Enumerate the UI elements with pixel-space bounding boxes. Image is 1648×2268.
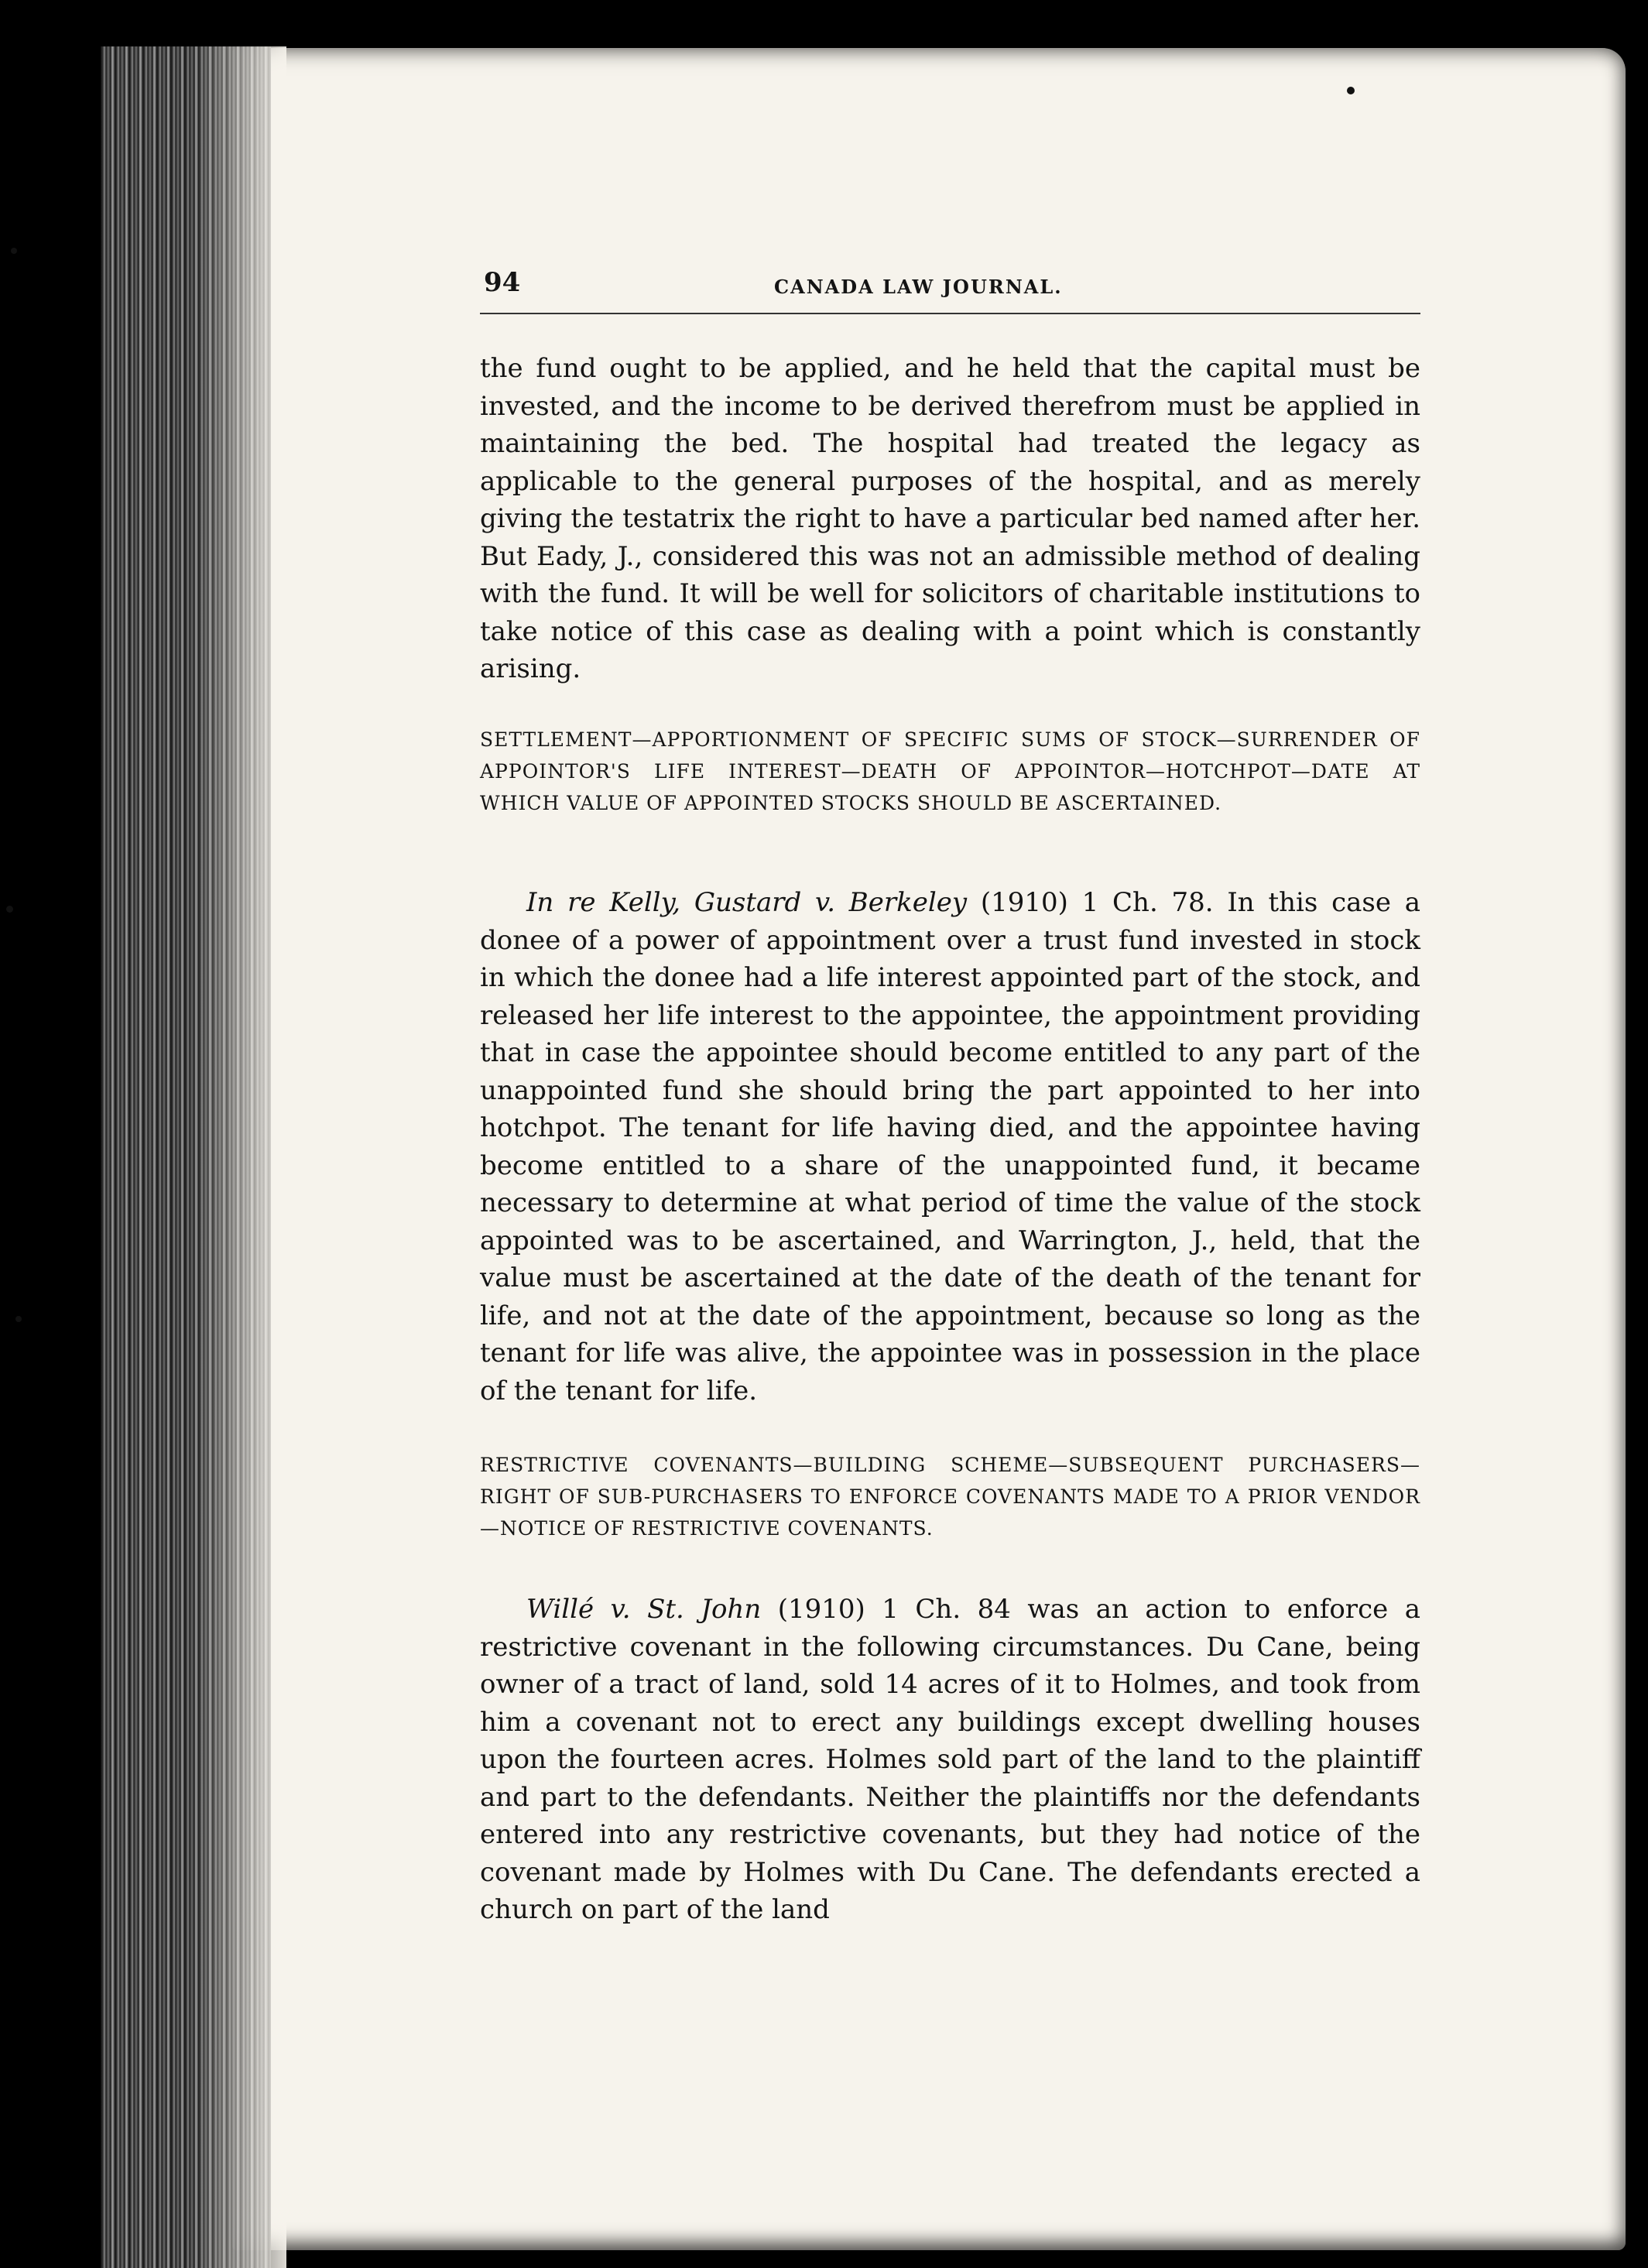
running-head: CANADA LAW JOURNAL. xyxy=(774,276,1063,298)
page-header xyxy=(480,263,1420,310)
paragraph-2-body: In this case a donee of a power of appointment over a trust fund invested in stock in which the donee had a life interest appointed part of the stock, and released her life interest to the appointee, the appointment providing that in case the appointee should become entitled to any part of the unappointed fund she should bring the part appointed to her into hotchpot. The tenant for life having died, and the appointee having become entitled to a share of the unappointed fund, it became necessary to determine at what period of time the value of the stock appointed was to be ascertained, and Warrington, J., held, that the value must be ascertained at the date of the death of the tenant for life, and not at the date of the appointment, because so long as the tenant for life was alive, the appointee was in possession in the place of the tenant for life. xyxy=(480,887,1420,1406)
paragraph-3 xyxy=(480,1591,1420,1929)
section-heading-restrictive-covenants: RESTRICTIVE COVENANTS—BUILDING SCHEME—SUBSEQUENT PURCHASERS—RIGHT OF SUB-PURCHASERS TO ENFORCE COVENANTS MADE TO A PRIOR VENDOR—NOTICE OF RESTRICTIVE COVENANTS. xyxy=(480,1454,1420,1540)
paragraph-1: the fund ought to be applied, and he held that the capital must be invested, and the income to be derived therefrom must be applied in maintaining the bed. The hospital had treated the legacy as applicable to the general purposes of the hospital, and as merely giving the testatrix the right to have a particular bed named after her. But Eady, J., considered this was not an admissible method of dealing with the fund. It will be well for solicitors of charitable institutions to take notice of this case as dealing with a point which is constantly arising. xyxy=(480,353,1420,684)
paragraph-3-body: was an action to enforce a restrictive covenant in the following circumstances. Du Cane, being owner of a tract of land, sold 14 acres of it to Holmes, and took from him a covenant not to erect any buildings except dwelling houses upon the fourteen acres. Holmes sold part of the land to the plaintiff and part to the defendants. Neither the plaintiffs nor the defendants entered into any restrictive covenants, but they had notice of the covenant made by Holmes with Du Cane. The defendants erected a church on part of the land xyxy=(480,1594,1420,1925)
scan-border xyxy=(0,0,1648,46)
ink-speck xyxy=(6,906,13,913)
case-citation: (1910) 1 Ch. 78. xyxy=(967,887,1214,918)
gutter-shadow xyxy=(194,46,286,2268)
case-citation: (1910) 1 Ch. 84 xyxy=(761,1594,1011,1625)
ink-speck xyxy=(11,248,17,254)
paragraph-2 xyxy=(480,884,1420,1410)
case-name: In re Kelly, Gustard v. Berkeley xyxy=(526,887,968,918)
section-heading-settlement: SETTLEMENT—APPORTIONMENT OF SPECIFIC SUMS OF STOCK—SURRENDER OF APPOINTOR'S LIFE INTEREST—DEATH OF APPOINTOR—HOTCHPOT—DATE AT WHICH VALUE OF APPOINTED STOCKS SHOULD BE ASCERTAINED. xyxy=(480,728,1420,814)
case-name: Willé v. St. John xyxy=(526,1594,762,1625)
ink-speck xyxy=(1347,87,1355,94)
ink-speck xyxy=(15,1316,22,1322)
journal-page xyxy=(480,263,1420,1925)
header-rule xyxy=(480,313,1420,314)
page-number: 94 xyxy=(484,267,521,298)
